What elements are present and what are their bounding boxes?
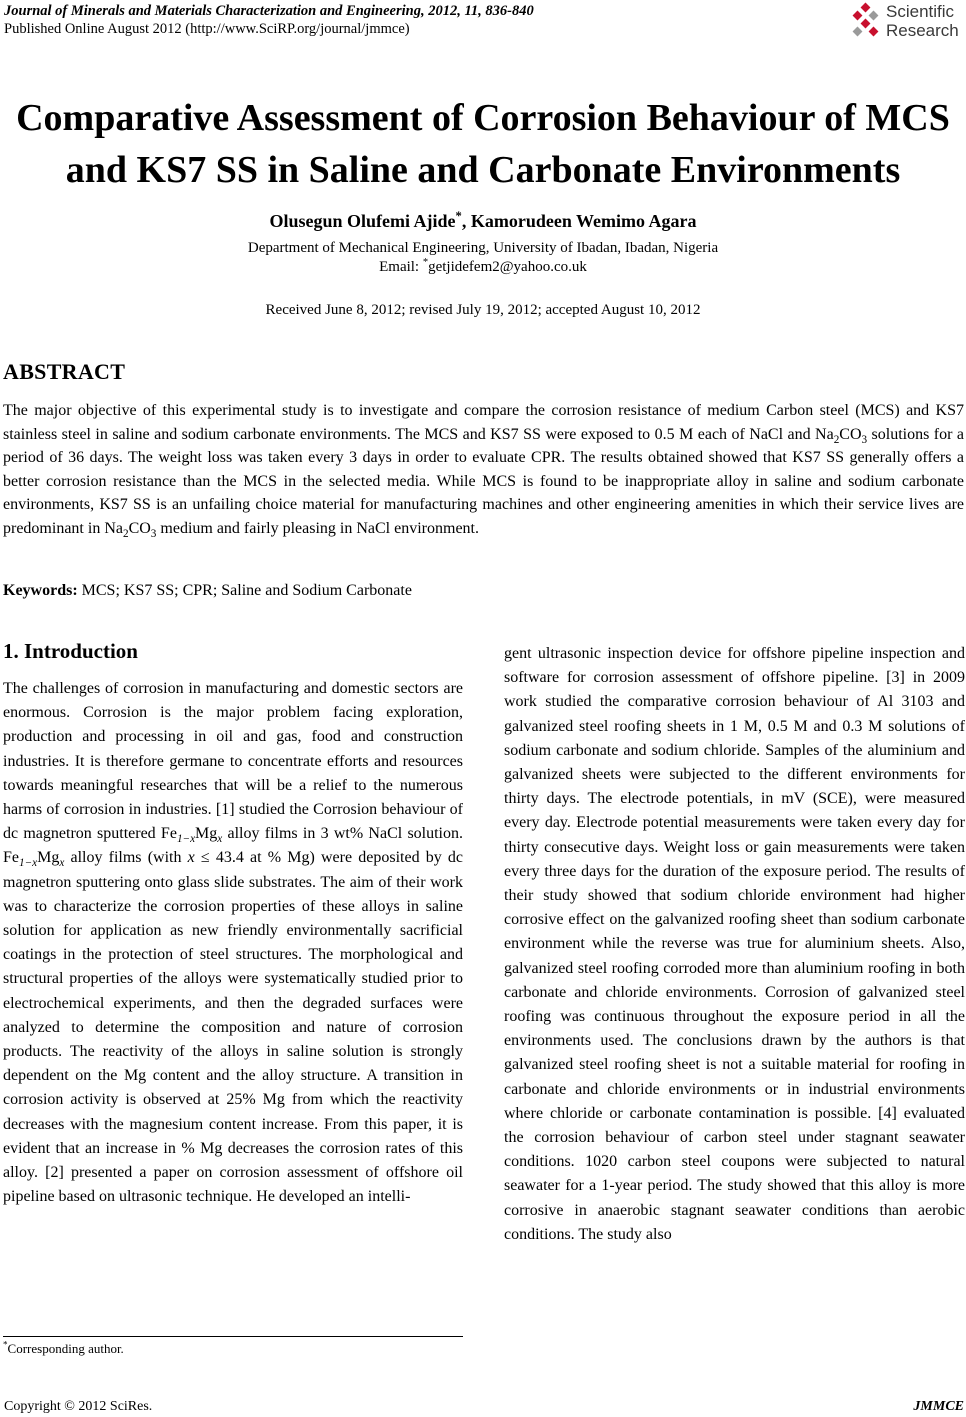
- subscript: 2: [833, 433, 840, 446]
- footnote-text: Corresponding author.: [7, 1341, 124, 1356]
- paper-title-line1: Comparative Assessment of Corrosion Behaviour of MCS: [16, 97, 950, 139]
- author-2: , Kamorudeen Wemimo Agara: [461, 211, 697, 231]
- logo-mark-icon: [848, 2, 884, 42]
- paper-title: [0, 92, 966, 196]
- keywords-line: [3, 582, 412, 600]
- author-1: Olusegun Olufemi Ajide: [269, 211, 456, 231]
- abstract-heading: ABSTRACT: [3, 359, 126, 384]
- subscript: 3: [150, 528, 157, 541]
- section-heading-introduction: 1. Introduction: [3, 639, 138, 663]
- abstract-text: The major objective of this experimental study is to investigate and compare the corrosion resistance of medium Carbon steel (MCS) and KS7 stainless steel in saline and sodium carbonate environments. The MCS and KS7 SS were exposed to 0.5 M each of NaCl and Na: [3, 402, 964, 443]
- body-text: Mg: [37, 849, 60, 867]
- logo-text-line1: Scientific: [886, 2, 955, 21]
- abstract-text: CO: [839, 425, 862, 443]
- body-text: The challenges of corrosion in manufacturing and domestic sectors are enormous. Corrosion is the major problem facing exploration, production and processing in oil and gas, food and construction industries. It is therefore germane to concentrate efforts and resources towards meaningful researches that will be a relief to the numerous harms of corrosion in industries. [1] studied the Corrosion behaviour of dc magnetron sputtered Fe: [3, 680, 463, 843]
- subscript: 1−x: [19, 857, 38, 870]
- footnote-mark: *: [3, 1339, 8, 1350]
- journal-citation: Journal of Minerals and Materials Characterization and Engineering, 2012, 11, 836-840: [4, 3, 534, 19]
- email-label: Email:: [379, 259, 423, 275]
- abstract-text: CO: [128, 519, 151, 537]
- subscript: x: [217, 833, 223, 846]
- email-address: getjidefem2@yahoo.co.uk: [428, 259, 587, 275]
- published-online-line: Published Online August 2012 (http://www.SciRP.org/journal/jmmce): [4, 21, 410, 37]
- email-mark: *: [422, 257, 429, 268]
- subscript: 3: [861, 433, 868, 446]
- logo-text: [886, 2, 959, 40]
- footnote: [3, 1341, 124, 1357]
- received-dates: Received June 8, 2012; revised July 19, 2012; accepted August 10, 2012: [265, 302, 701, 318]
- subscript: x: [59, 857, 65, 870]
- intro-column-right: gent ultrasonic inspection device for offshore pipeline inspection and software for corrosion assessment of offshore pipeline. [3] in 2009 work studied the comparative corrosion behaviour of Al 3103 and galvanized steel roofing sheets in 1 M, 0.5 M and 0.3 M solutions of sodium carbonate and sodium chloride. Samples of the aluminium and galvanized sheets were subjected to the different environments for thirty days. The electrode potentials, in mV (SCE), were measured every day. Electrode potential measurements were taken every day for thirty consecutive days. Weight loss or gain measurements were taken every three days for the duration of the exposure period. The results of their study showed that sodium chloride environment had higher corrosive effect on the galvanized roofing sheet than sodium carbonate environment while the reverse was true for aluminium sheets. Also, galvanized steel roofing corroded more than aluminium roofing in both carbonate and chloride environments. Corrosion of galvanized steel roofing was continuous throughout the exposure period in all the environments used. The conclusions drawn by the authors is that galvanized steel roofing sheet is not a suitable material for roofing in carbonate and chloride environments or in industrial environments where chloride or carbonate contamination is possible. [4] evaluated the corrosion behaviour of carbon steel under stagnant seawater conditions. 1020 carbon steel coupons were subjected to natural seawater for a 1-year period. The study showed that this alloy is more corrosive in anaerobic stagnant seawater conditions than aerobic conditions. The study also: [504, 645, 965, 1243]
- paper-title-line2: and KS7 SS in Saline and Carbonate Environments: [65, 149, 901, 191]
- keywords-label: Keywords:: [3, 582, 78, 599]
- variable-x: x: [187, 849, 195, 867]
- abstract-text: solutions for a period of 36 days. The weight loss was taken every 3 days in order to evaluate CPR. The results obtained showed that KS7 SS generally offers a better corrosion resistance than the MCS in the selected media. While MCS is found to be inappropriate alloy in saline and sodium carbonate environments, KS7 SS is an unfailing choice material for manufacturing machines and other engineering amenities in which their service lives are predominant in Na: [3, 425, 964, 537]
- abstract-body: [3, 399, 964, 541]
- subscript: 1−x: [176, 833, 196, 846]
- footnote-rule: [3, 1336, 463, 1337]
- keywords-text: MCS; KS7 SS; CPR; Saline and Sodium Carbonate: [77, 582, 412, 599]
- email-line: [0, 259, 966, 276]
- body-text: alloy films in 3 wt% NaCl solution. Fe: [3, 825, 464, 867]
- body-text: ≤ 43.4 at % Mg) were deposited by dc magnetron sputtering onto glass slide substrates. The aim of their work was to characterize the corrosion properties of these alloys in saline solution for application as new friendly environmentally sacrificial coatings in the protection of steel structures. The morphological and structural properties of the alloys were systematically studied prior to electrochemical experiments, and then the degraded surfaces were analyzed to determine the composition and nature of corrosion products. The reactivity of the alloys in saline solution is strongly dependent on the Mg content and the alloy structure. A transition in corrosion activity is observed at 25% Mg from which the reactivity decreases with the magnesium content increase. From this paper, it is evident that an increase in % Mg decreases the corrosion rates of this alloy. [2] presented a paper on corrosion assessment of offshore oil pipeline based on ultrasonic technique. He developed an intelli-: [3, 849, 464, 1206]
- copyright-line: Copyright © 2012 SciRes.: [4, 1399, 153, 1414]
- corresponding-mark: *: [455, 209, 462, 223]
- body-text: Mg: [195, 825, 218, 843]
- body-text: alloy films (with: [64, 849, 188, 867]
- subscript: 2: [122, 528, 129, 541]
- journal-abbreviation: JMMCE: [913, 1399, 964, 1414]
- intro-column-left: [3, 677, 463, 1209]
- logo-text-line2: Research: [886, 21, 959, 40]
- scientific-research-logo: [848, 2, 966, 42]
- affiliation: Department of Mechanical Engineering, University of Ibadan, Ibadan, Nigeria: [247, 240, 719, 256]
- author-list: [0, 211, 966, 232]
- abstract-text: medium and fairly pleasing in NaCl environment.: [156, 519, 479, 537]
